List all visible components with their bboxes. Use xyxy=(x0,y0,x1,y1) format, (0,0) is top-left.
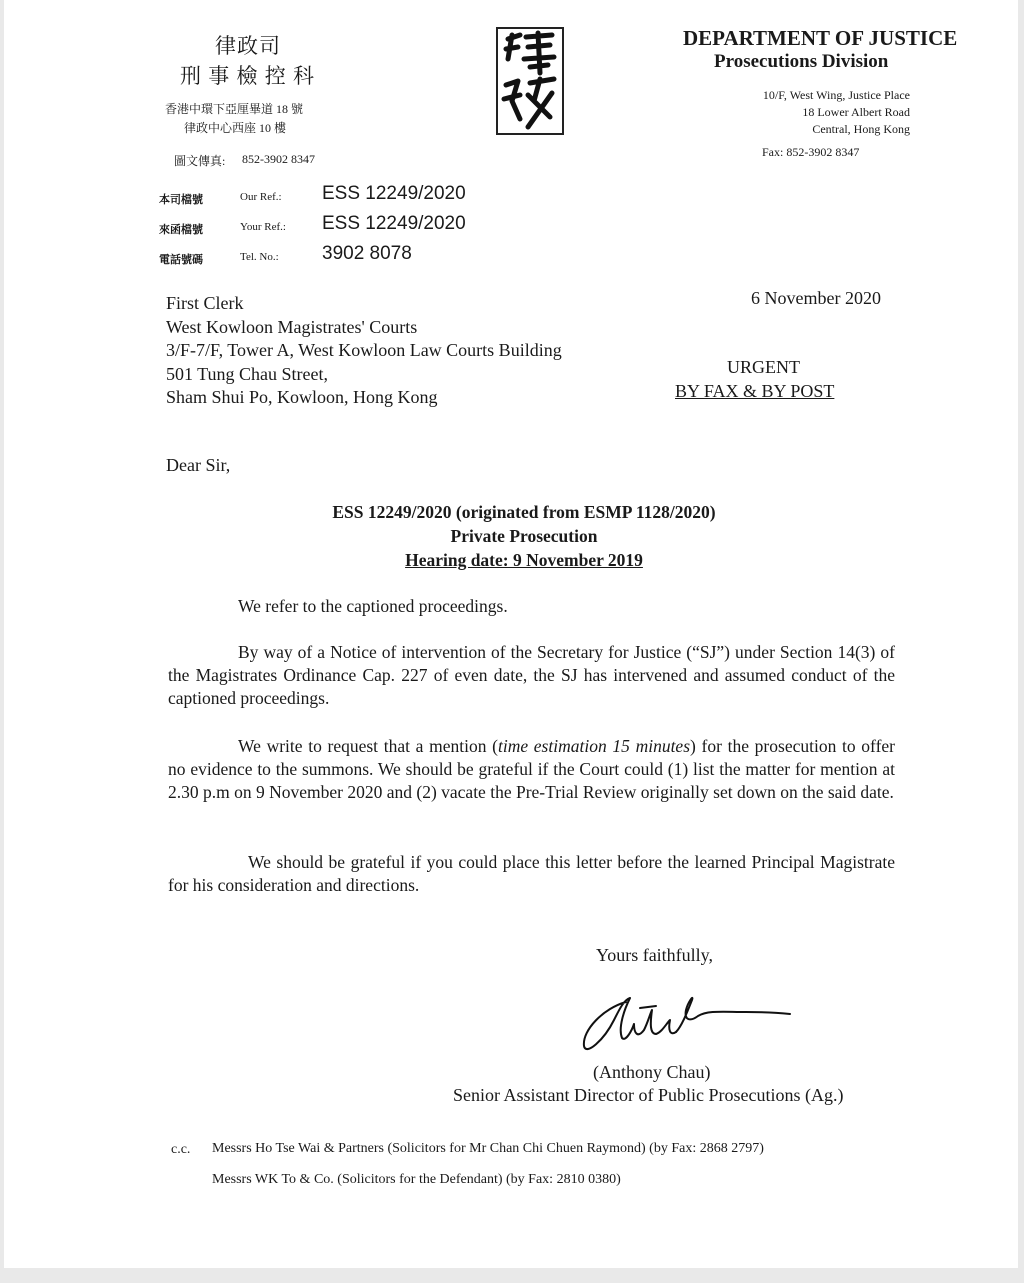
department-name: DEPARTMENT OF JUSTICE xyxy=(683,26,958,50)
recipient-line: Sham Shui Po, Kowloon, Hong Kong xyxy=(166,387,438,407)
cc-label: c.c. xyxy=(171,1142,191,1157)
our-ref-zh-label: 本司檔號 xyxy=(159,194,203,206)
paragraph-3-start: We write to request that a mention ( xyxy=(238,736,498,756)
handwritten-signature xyxy=(574,980,804,1060)
paragraph-3 xyxy=(168,735,895,804)
zh-division-name: 刑 事 檢 控 科 xyxy=(180,64,315,88)
salutation: Dear Sir, xyxy=(166,455,231,475)
paragraph-3-end: ) for the prosecution to offer no evidence to the summons. We should be grateful if the Court could (1) list the matter for mention at 2.30 p.m on 9 November 2020 and (2) vacate the Pre-Trial Review originally set down on the said date. xyxy=(168,736,895,802)
subject-case-number: ESS 12249/2020 (originated from ESMP 1128/2020) xyxy=(332,502,716,522)
department-fax: Fax: 852-3902 8347 xyxy=(762,145,860,159)
urgent-label: URGENT xyxy=(727,357,800,377)
recipient-line: First Clerk xyxy=(166,293,244,313)
zh-fax-label: 圖文傳真: xyxy=(174,154,226,168)
recipient-line: 501 Tung Chau Street, xyxy=(166,363,329,384)
zh-department-name: 律政司 xyxy=(215,34,281,58)
address-line: Central, Hong Kong xyxy=(812,122,910,136)
paragraph-1: We refer to the captioned proceedings. xyxy=(238,596,508,616)
our-ref-value: ESS 12249/2020 xyxy=(322,183,466,204)
recipient-line: 3/F-7/F, Tower A, West Kowloon Law Courts Building xyxy=(166,340,562,360)
department-seal-logo xyxy=(496,27,564,135)
recipient-address xyxy=(166,292,562,410)
your-ref-label: Your Ref.: xyxy=(240,221,286,233)
cc-line: Messrs Ho Tse Wai & Partners (Solicitors for Mr Chan Chi Chuen Raymond) (by Fax: 2868 2797) xyxy=(212,1141,764,1156)
subject-type: Private Prosecution xyxy=(450,526,598,546)
address-line: 10/F, West Wing, Justice Place xyxy=(762,88,910,102)
subject-hearing-date-text: Hearing date: 9 November 2019 xyxy=(405,550,643,570)
tel-label: Tel. No.: xyxy=(240,251,279,263)
your-ref-zh-label: 來函檔號 xyxy=(159,224,203,236)
paragraph-2: By way of a Notice of intervention of the Secretary for Justice (“SJ”) under Section 14(3) of the Magistrates Ordinance Cap. 227 of even date, the SJ has intervened and assumed conduct of the captioned proceedings. xyxy=(168,642,895,708)
our-ref-label: Our Ref.: xyxy=(240,191,282,203)
closing: Yours faithfully, xyxy=(596,945,714,965)
delivery-method: BY FAX & BY POST xyxy=(675,381,835,401)
your-ref-value: ESS 12249/2020 xyxy=(322,213,466,234)
tel-zh-label: 電話號碼 xyxy=(159,254,203,266)
division-name: Prosecutions Division xyxy=(714,51,889,72)
signatory-title: Senior Assistant Director of Public Prosecutions (Ag.) xyxy=(453,1085,844,1105)
letter-page xyxy=(4,0,1018,1268)
subject-heading xyxy=(164,500,884,572)
department-address xyxy=(763,87,910,138)
address-line: 18 Lower Albert Road xyxy=(802,105,910,119)
zh-fax-value: 852-3902 8347 xyxy=(242,152,315,166)
tel-value: 3902 8078 xyxy=(322,243,412,264)
signatory-name: (Anthony Chau) xyxy=(593,1062,711,1082)
zh-address-line1: 香港中環下亞厘畢道 18 號 xyxy=(165,102,304,116)
paragraph-4: We should be grateful if you could place this letter before the learned Principal Magistrate for his consideration and directions. xyxy=(168,852,895,895)
time-estimation: time estimation 15 minutes xyxy=(497,736,691,756)
zh-address-line2: 律政中心西座 10 樓 xyxy=(184,121,287,135)
letter-date: 6 November 2020 xyxy=(751,288,881,308)
subject-hearing-date xyxy=(164,548,884,572)
cc-line: Messrs WK To & Co. (Solicitors for the Defendant) (by Fax: 2810 0380) xyxy=(212,1172,621,1187)
recipient-line: West Kowloon Magistrates' Courts xyxy=(166,316,418,337)
